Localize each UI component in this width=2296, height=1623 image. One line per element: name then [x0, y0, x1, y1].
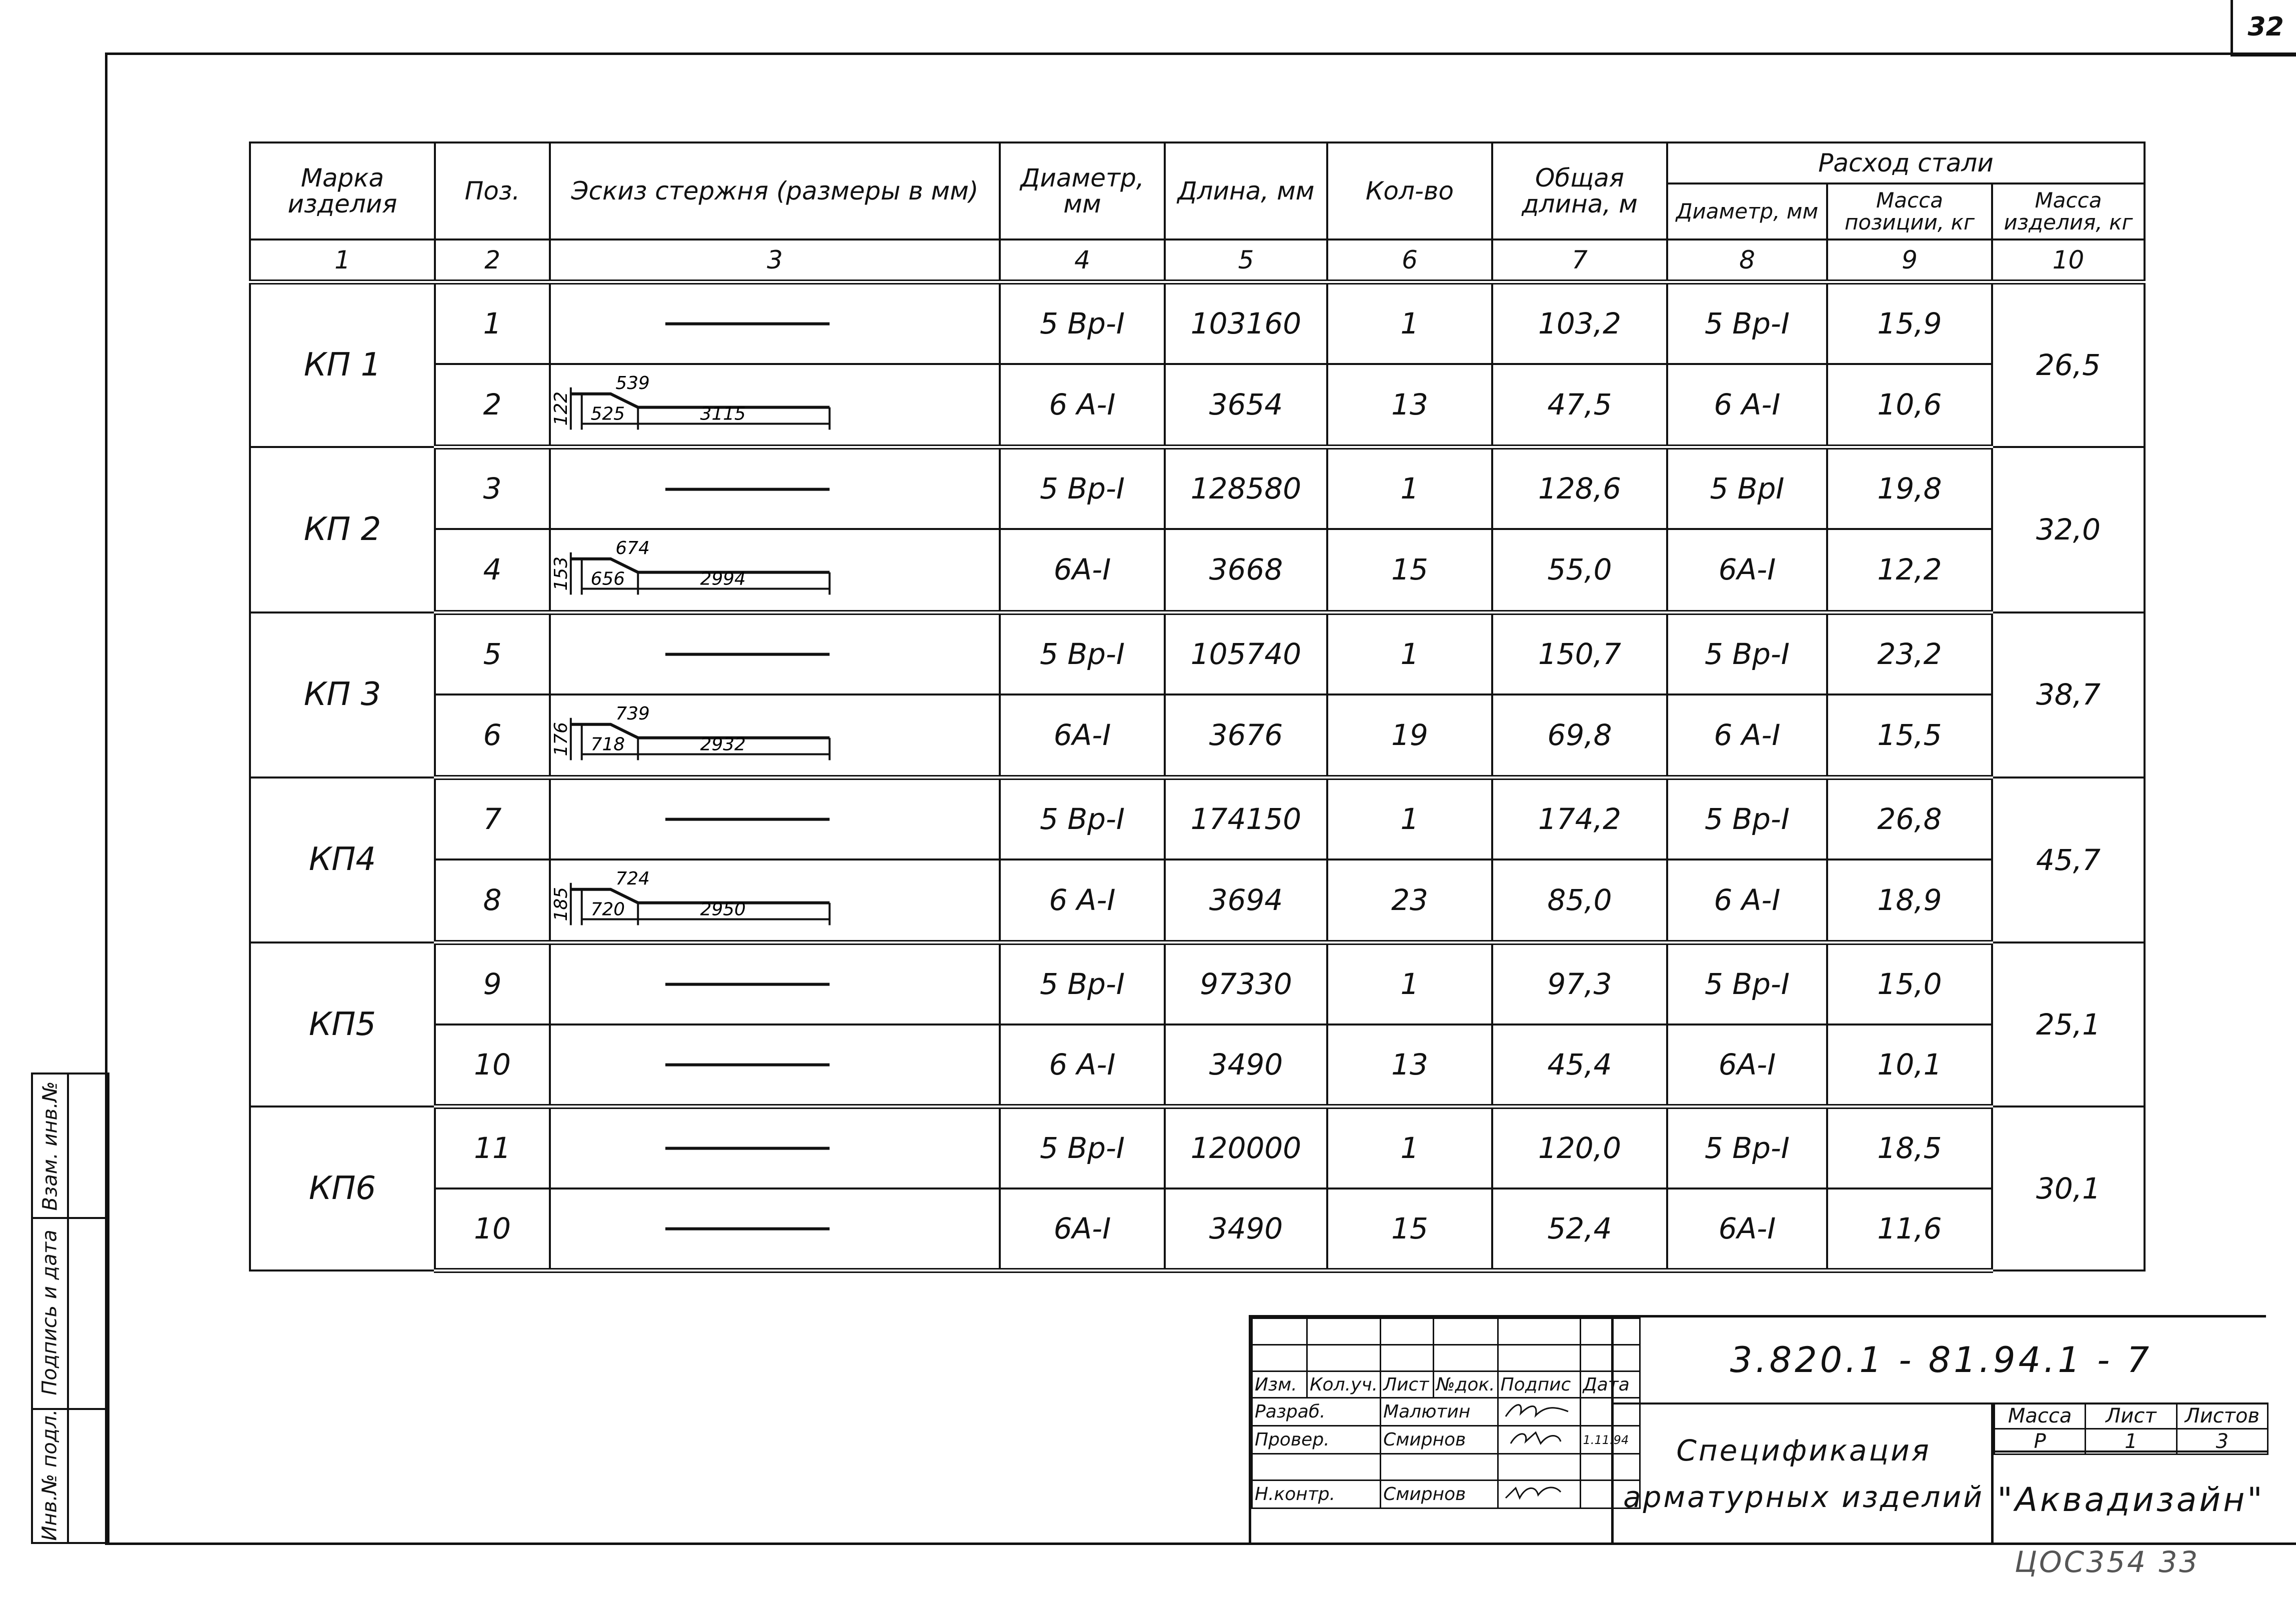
steel-diameter: 6А-I	[1667, 529, 1827, 612]
bar-sketch	[550, 529, 1000, 612]
steel-diameter: 5 Вр-I	[1667, 612, 1827, 694]
bar-sketch	[550, 447, 1000, 529]
bar-diameter: 5 Вр-I	[1000, 942, 1165, 1024]
straight-bar-sketch	[551, 946, 999, 1022]
mass-value: Р	[1995, 1429, 2086, 1454]
position-mass: 15,9	[1827, 282, 1992, 364]
bar-quantity: 15	[1327, 1188, 1492, 1270]
total-length: 174,2	[1492, 778, 1667, 860]
header-total-length: Общая длина, м	[1492, 142, 1667, 240]
bar-sketch	[550, 1106, 1000, 1188]
slope-length-dim: 674	[615, 538, 650, 559]
bar-length: 120000	[1165, 1106, 1327, 1188]
bar-diameter: 6 А-I	[1000, 364, 1165, 447]
item-mass: 45,7	[1992, 778, 2145, 942]
revision-table	[1251, 1318, 1641, 1509]
steel-diameter: 6 А-I	[1667, 364, 1827, 447]
bar-diameter: 5 Вр-I	[1000, 1106, 1165, 1188]
bar-diameter: 6А-I	[1000, 1188, 1165, 1270]
bar-length: 3668	[1165, 529, 1327, 612]
header-steel-group: Расход стали	[1667, 142, 2145, 184]
position-mass: 15,5	[1827, 694, 1992, 778]
column-number: 1	[250, 240, 435, 282]
date-checker: 1.11.94	[1580, 1426, 1640, 1454]
straight-length-dim: 3115	[700, 404, 746, 424]
header-pos-mass: Масса позиции, кг	[1827, 184, 1992, 240]
slope-length-dim: 724	[615, 868, 650, 889]
rev-header-doc: №док.	[1434, 1372, 1498, 1398]
total-length: 150,7	[1492, 612, 1667, 694]
straight-bar-sketch	[551, 285, 999, 362]
role-developer: Разраб.	[1252, 1398, 1381, 1426]
header-mark: Марка изделия	[250, 142, 435, 240]
bent-bar-sketch	[551, 696, 999, 775]
side-label-inventory: Инв.№ подл.	[38, 1409, 61, 1541]
bar-length: 3654	[1165, 364, 1327, 447]
position-number: 3	[435, 447, 550, 529]
bar-quantity: 1	[1327, 778, 1492, 860]
bar-length: 3694	[1165, 860, 1327, 942]
rev-header-change: Изм.	[1252, 1372, 1307, 1398]
position-number: 7	[435, 778, 550, 860]
column-number: 4	[1000, 240, 1165, 282]
bar-quantity: 13	[1327, 364, 1492, 447]
position-mass: 23,2	[1827, 612, 1992, 694]
side-label-signature-date: Подпись и дата	[38, 1230, 62, 1396]
mass-label: Масса	[1995, 1404, 2086, 1429]
column-number: 3	[550, 240, 1000, 282]
column-number: 8	[1667, 240, 1827, 282]
header-sketch: Эскиз стержня (размеры в мм)	[550, 142, 1000, 240]
total-length: 55,0	[1492, 529, 1667, 612]
bend-height-dim: 185	[551, 886, 571, 922]
straight-length-dim: 2994	[700, 568, 746, 590]
item-mass: 38,7	[1992, 612, 2145, 778]
bar-length: 3490	[1165, 1024, 1327, 1106]
position-mass: 15,0	[1827, 942, 1992, 1024]
column-number: 9	[1827, 240, 1992, 282]
total-length: 103,2	[1492, 282, 1667, 364]
title-block	[1249, 1315, 2266, 1545]
sheets-value: 3	[2177, 1429, 2268, 1454]
position-number: 11	[435, 1106, 550, 1188]
column-number: 2	[435, 240, 550, 282]
mass-sheet-block	[1991, 1402, 2269, 1545]
bent-bar-sketch	[551, 530, 999, 610]
organization-name: "Аквадизайн"	[1994, 1450, 2269, 1547]
bar-sketch	[550, 778, 1000, 860]
bar-sketch	[550, 942, 1000, 1024]
bar-quantity: 23	[1327, 860, 1492, 942]
name-developer: Малютин	[1381, 1398, 1498, 1426]
steel-diameter: 5 ВрI	[1667, 447, 1827, 529]
total-length: 47,5	[1492, 364, 1667, 447]
bar-length: 3490	[1165, 1188, 1327, 1270]
bar-length: 3676	[1165, 694, 1327, 778]
table-row	[250, 942, 2145, 1024]
position-number: 2	[435, 364, 550, 447]
bar-sketch	[550, 612, 1000, 694]
steel-diameter: 6 А-I	[1667, 860, 1827, 942]
rev-header-signature: Подпис	[1498, 1372, 1580, 1398]
position-number: 4	[435, 529, 550, 612]
side-stamp-label-column	[33, 1074, 69, 1542]
item-mark: КП6	[250, 1106, 435, 1270]
straight-bar-sketch	[551, 1026, 999, 1103]
steel-diameter: 5 Вр-I	[1667, 942, 1827, 1024]
straight-bar-sketch	[551, 1190, 999, 1267]
position-mass: 18,5	[1827, 1106, 1992, 1188]
position-number: 1	[435, 282, 550, 364]
steel-diameter: 5 Вр-I	[1667, 282, 1827, 364]
bar-sketch	[550, 694, 1000, 778]
item-mass: 30,1	[1992, 1106, 2145, 1270]
position-mass: 26,8	[1827, 778, 1992, 860]
total-length: 97,3	[1492, 942, 1667, 1024]
bar-diameter: 5 Вр-I	[1000, 612, 1165, 694]
bar-sketch	[550, 860, 1000, 942]
bar-length: 105740	[1165, 612, 1327, 694]
straight-bar-sketch	[551, 780, 999, 858]
rev-header-count: Кол.уч.	[1307, 1372, 1381, 1398]
position-mass: 11,6	[1827, 1188, 1992, 1270]
bend-height-dim: 176	[551, 722, 571, 756]
bar-sketch	[550, 1188, 1000, 1270]
column-number: 7	[1492, 240, 1667, 282]
total-length: 120,0	[1492, 1106, 1667, 1188]
item-mark: КП5	[250, 942, 435, 1106]
header-item-mass: Масса изделия, кг	[1992, 184, 2145, 240]
position-number: 5	[435, 612, 550, 694]
sheets-label: Листов	[2177, 1404, 2268, 1429]
position-number: 6	[435, 694, 550, 778]
bar-sketch	[550, 282, 1000, 364]
rev-header-date: Дата	[1580, 1372, 1640, 1398]
straight-length-dim: 2932	[700, 734, 746, 755]
bar-quantity: 1	[1327, 282, 1492, 364]
steel-diameter: 5 Вр-I	[1667, 778, 1827, 860]
side-label-replacement: Взам. инв.№	[38, 1081, 61, 1210]
column-number: 10	[1992, 240, 2145, 282]
item-mass: 26,5	[1992, 282, 2145, 447]
bar-quantity: 1	[1327, 447, 1492, 529]
total-length: 85,0	[1492, 860, 1667, 942]
header-length: Длина, мм	[1165, 142, 1327, 240]
role-norm-control: Н.контр.	[1252, 1480, 1381, 1508]
specification-table	[249, 142, 2146, 1273]
total-length: 69,8	[1492, 694, 1667, 778]
position-number: 10	[435, 1024, 550, 1106]
bar-sketch	[550, 1024, 1000, 1106]
bar-diameter: 6 А-I	[1000, 1024, 1165, 1106]
bend-length-dim: 525	[590, 404, 625, 424]
item-mark: КП4	[250, 778, 435, 942]
position-number: 9	[435, 942, 550, 1024]
bar-length: 103160	[1165, 282, 1327, 364]
position-mass: 18,9	[1827, 860, 1992, 942]
signature-norm-control	[1498, 1480, 1580, 1508]
table-row	[250, 1024, 2145, 1106]
column-number: 5	[1165, 240, 1327, 282]
bar-length: 174150	[1165, 778, 1327, 860]
position-number: 8	[435, 860, 550, 942]
sheet-number: 32	[2231, 0, 2296, 56]
item-mark: КП 1	[250, 282, 435, 447]
steel-diameter: 6А-I	[1667, 1188, 1827, 1270]
total-length: 52,4	[1492, 1188, 1667, 1270]
bar-diameter: 6 А-I	[1000, 860, 1165, 942]
document-title	[1611, 1402, 1994, 1545]
bar-diameter: 5 Вр-I	[1000, 447, 1165, 529]
bend-length-dim: 720	[590, 899, 625, 920]
bar-diameter: 6А-I	[1000, 694, 1165, 778]
sheet-value: 1	[2086, 1429, 2177, 1454]
straight-bar-sketch	[551, 450, 999, 528]
position-mass: 10,1	[1827, 1024, 1992, 1106]
document-title-line2: арматурных изделий	[1623, 1480, 1984, 1514]
position-mass: 19,8	[1827, 447, 1992, 529]
bend-height-dim: 153	[551, 556, 571, 591]
bar-quantity: 13	[1327, 1024, 1492, 1106]
item-mark: КП 3	[250, 612, 435, 778]
header-qty: Кол-во	[1327, 142, 1492, 240]
table-row	[250, 447, 2145, 529]
bar-diameter: 5 Вр-I	[1000, 778, 1165, 860]
item-mass: 25,1	[1992, 942, 2145, 1106]
slope-length-dim: 739	[615, 703, 650, 724]
table-row	[250, 694, 2145, 778]
bent-bar-sketch	[551, 365, 999, 444]
bend-length-dim: 718	[590, 734, 625, 755]
table-row	[250, 364, 2145, 447]
steel-diameter: 5 Вр-I	[1667, 1106, 1827, 1188]
role-checker: Провер.	[1252, 1426, 1381, 1454]
table-row	[250, 282, 2145, 364]
bar-diameter: 6А-I	[1000, 529, 1165, 612]
archive-stamp: ЦОС354 33	[2015, 1545, 2200, 1579]
straight-bar-sketch	[551, 616, 999, 692]
bar-length: 128580	[1165, 447, 1327, 529]
side-stamp	[31, 1072, 109, 1544]
item-mass: 32,0	[1992, 447, 2145, 612]
position-number: 10	[435, 1188, 550, 1270]
bar-quantity: 1	[1327, 612, 1492, 694]
table-row	[250, 1106, 2145, 1188]
straight-bar-sketch	[551, 1110, 999, 1186]
bent-bar-sketch	[551, 860, 999, 940]
table-row	[250, 529, 2145, 612]
bar-quantity: 1	[1327, 942, 1492, 1024]
bend-length-dim: 656	[590, 568, 625, 590]
table-row	[250, 778, 2145, 860]
steel-diameter: 6 А-I	[1667, 694, 1827, 778]
header-pos: Поз.	[435, 142, 550, 240]
column-number: 6	[1327, 240, 1492, 282]
item-mark: КП 2	[250, 447, 435, 612]
signature-checker	[1498, 1426, 1580, 1454]
header-diameter: Диаметр, мм	[1000, 142, 1165, 240]
bar-quantity: 19	[1327, 694, 1492, 778]
bend-height-dim: 122	[551, 392, 571, 426]
bar-length: 97330	[1165, 942, 1327, 1024]
name-checker: Смирнов	[1381, 1426, 1498, 1454]
document-code: 3.820.1 - 81.94.1 - 7	[1611, 1318, 2269, 1404]
bar-sketch	[550, 364, 1000, 447]
bar-quantity: 15	[1327, 529, 1492, 612]
name-norm-control: Смирнов	[1381, 1480, 1498, 1508]
document-title-line1: Спецификация	[1676, 1433, 1931, 1468]
rev-header-sheet: Лист	[1381, 1372, 1434, 1398]
table-row	[250, 1188, 2145, 1270]
position-mass: 12,2	[1827, 529, 1992, 612]
header-steel-diameter: Диаметр, мм	[1667, 184, 1827, 240]
table-row	[250, 860, 2145, 942]
bar-diameter: 5 Вр-I	[1000, 282, 1165, 364]
straight-length-dim: 2950	[700, 899, 746, 920]
steel-diameter: 6А-I	[1667, 1024, 1827, 1106]
signature-developer	[1498, 1398, 1580, 1426]
sheet-label: Лист	[2086, 1404, 2177, 1429]
slope-length-dim: 539	[615, 372, 650, 394]
position-mass: 10,6	[1827, 364, 1992, 447]
total-length: 128,6	[1492, 447, 1667, 529]
column-numbers-row	[250, 240, 2145, 282]
table-row	[250, 612, 2145, 694]
total-length: 45,4	[1492, 1024, 1667, 1106]
bar-quantity: 1	[1327, 1106, 1492, 1188]
